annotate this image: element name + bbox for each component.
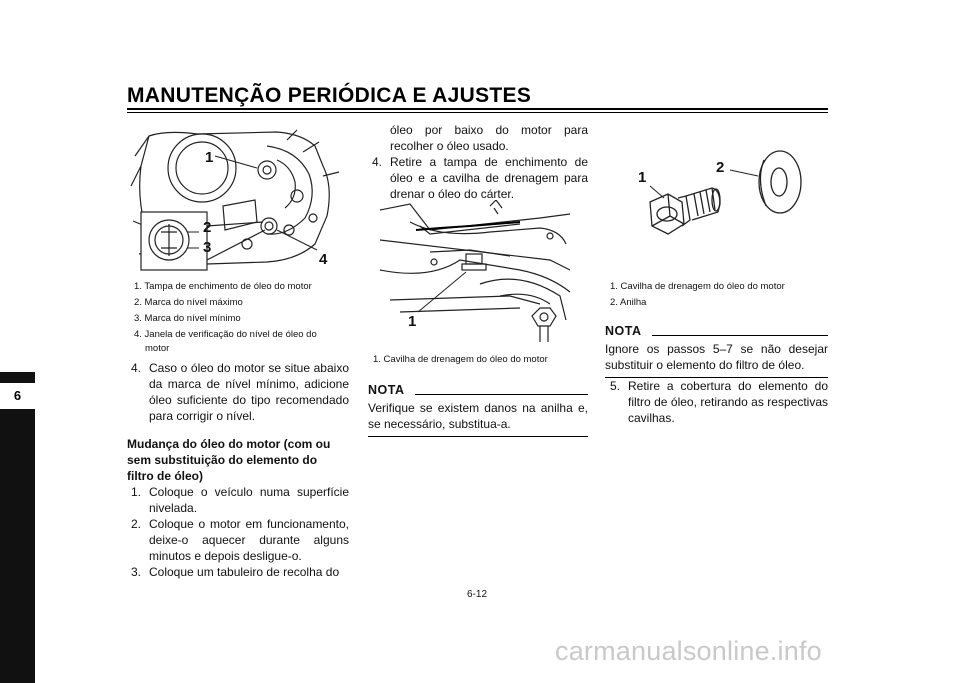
caption-item: 4. Janela de verificação do nível de óleo do — [134, 329, 317, 340]
engine-oil-level-illustration — [127, 126, 342, 276]
section-heading: Mudança do óleo do motor (com ou sem substituição do elemento do filtro de óleo) — [127, 437, 331, 483]
col1-step4 — [131, 360, 349, 424]
step-text: Coloque o veículo numa superfície nivelada. — [149, 485, 349, 515]
chapter-tab — [0, 372, 35, 683]
note-rule — [415, 394, 589, 395]
caption-item: 1. Tampa de enchimento de óleo do motor — [134, 281, 312, 292]
callout-2: 2 — [203, 219, 212, 236]
step-text: Caso o óleo do motor se situe abaixo da marca de nível mínimo, adicione óleo suficiente do tipo recomendado para corrigir o nível. — [149, 361, 349, 423]
figure1-captions — [134, 279, 354, 355]
callout-1: 1 — [205, 149, 214, 166]
chapter-tab-number: 6 — [0, 383, 35, 409]
note-text: Verifique se existem danos na anilha e, se necessário, substitua-a. — [368, 401, 588, 431]
caption-item: 1. Cavilha de drenagem do óleo do motor — [373, 354, 548, 365]
figure2-caption — [373, 352, 588, 368]
step-number: 4. — [131, 361, 142, 375]
step-text: Retire a cobertura do elemento do filtro de óleo, retirando as respectivas cavilhas. — [628, 379, 828, 425]
note-bottom-rule — [368, 436, 588, 437]
site-watermark[interactable]: carmanualsonline.info — [555, 636, 822, 666]
step-text: Coloque um tabuleiro de recolha do — [149, 565, 340, 579]
drain-bolt-location-illustration — [370, 200, 580, 348]
page-number: 6-12 — [467, 589, 488, 600]
note-text: Ignore os passos 5–7 se não desejar substituir o elemento do filtro de óleo. — [605, 342, 828, 372]
note-heading: NOTA — [368, 383, 405, 397]
col1-steps — [131, 484, 349, 580]
step-number: 5. — [610, 379, 621, 393]
step-number: 1. — [131, 485, 142, 499]
drain-bolt-and-washer-illustration — [620, 140, 825, 265]
list-item — [131, 484, 349, 516]
caption-item: 3. Marca do nível mínimo — [134, 313, 241, 324]
step-continuation: óleo por baixo do motor para recolher o óleo usado. — [390, 123, 588, 153]
step-number: 2. — [131, 517, 142, 531]
note-rule — [652, 335, 829, 336]
callout-1: 1 — [638, 169, 647, 186]
header-rule-thin — [127, 112, 828, 113]
list-item — [131, 516, 349, 564]
col3-step5 — [610, 378, 828, 426]
callout-4: 4 — [319, 251, 328, 268]
list-item — [131, 564, 349, 580]
header-rule — [127, 108, 828, 110]
caption-item: 1. Cavilha de drenagem do óleo do motor — [610, 281, 785, 292]
note-heading: NOTA — [605, 324, 642, 338]
caption-item: 2. Anilha — [610, 297, 647, 308]
list-item — [372, 154, 588, 202]
caption-item: motor — [145, 343, 170, 354]
callout-3: 3 — [203, 239, 212, 256]
figure3-captions — [610, 279, 828, 311]
callout-2: 2 — [716, 159, 725, 176]
col3-note — [605, 323, 828, 378]
step-text: Coloque o motor em funcionamento, deixe-o aquecer durante alguns minutos e depois desligue-o. — [149, 517, 349, 563]
callout-1: 1 — [408, 313, 417, 330]
caption-item: 2. Marca do nível máximo — [134, 297, 243, 308]
col2-steps — [372, 122, 588, 202]
step-number: 4. — [372, 155, 383, 169]
step-text: Retire a tampa de enchimento de óleo e a cavilha de drenagem para drenar o óleo do cárter. — [390, 155, 588, 201]
step-number: 3. — [131, 565, 142, 579]
col2-note — [368, 382, 588, 437]
page-title: MANUTENÇÃO PERIÓDICA E AJUSTES — [127, 84, 532, 107]
